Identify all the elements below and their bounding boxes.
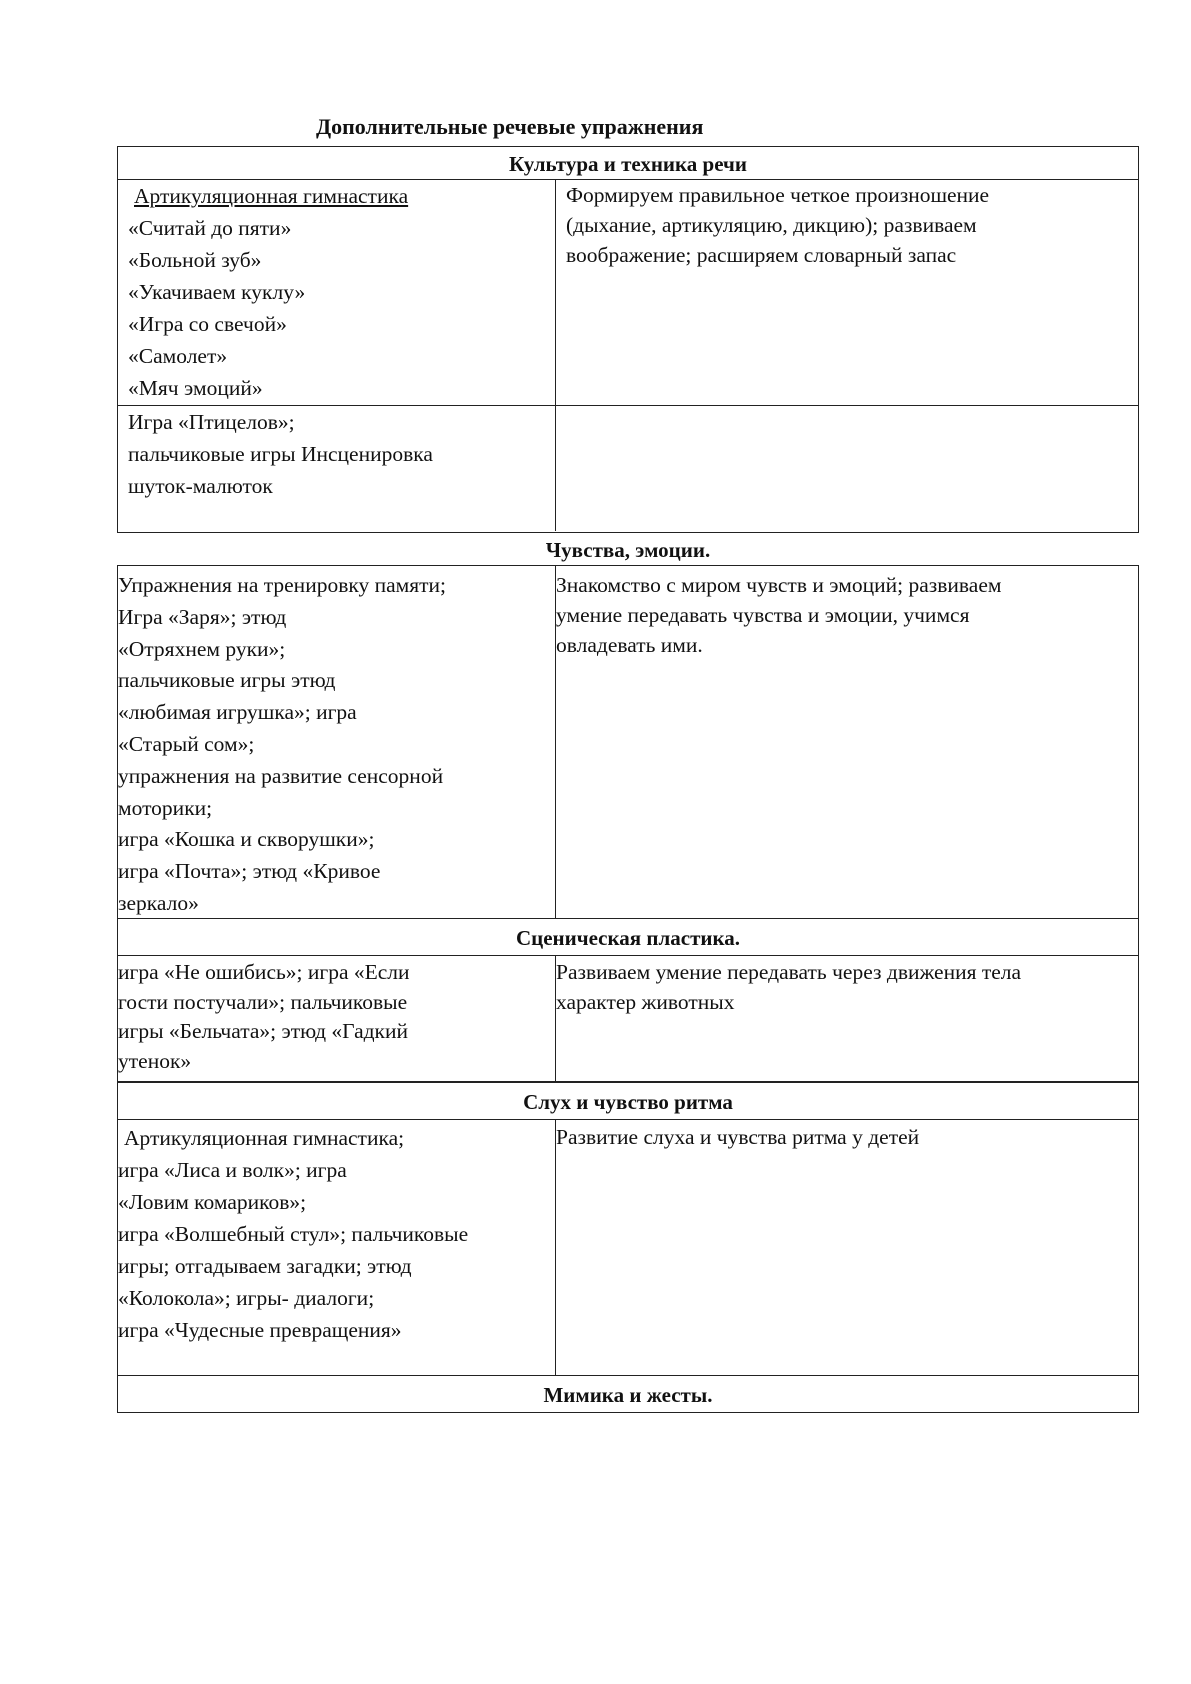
- section-heading: Сценическая пластика.: [515, 926, 741, 950]
- section-mimicry-gestures: Мимика и жесты.: [117, 1375, 1139, 1413]
- cell-line: Игра «Заря»; этюд: [118, 604, 287, 629]
- cell-line: «Отряхнем руки»;: [118, 636, 286, 661]
- cell-line: игра «Не ошибись»; игра «Если: [118, 960, 410, 984]
- cell-line: «Укачиваем куклу»: [128, 280, 306, 304]
- cell-line: «Игра со свечой»: [128, 312, 287, 336]
- cell-line: Игра «Птицелов»;: [128, 410, 295, 434]
- cell-line: игры «Бельчата»; этюд «Гадкий: [118, 1019, 409, 1043]
- section-speech-culture: [117, 146, 1139, 533]
- table-row: [118, 566, 1138, 918]
- cell-line: «Старый сом»;: [118, 731, 255, 756]
- cell-line: «Самолет»: [128, 344, 228, 368]
- cell-line: пальчиковые игры Инсценировка: [128, 442, 433, 466]
- cell-line: характер животных: [556, 989, 735, 1014]
- section-heading: Слух и чувство ритма: [523, 1090, 733, 1114]
- cell-line: игра «Лиса и волк»; игра: [118, 1158, 347, 1182]
- row-left-cell: [118, 406, 556, 531]
- row-left-cell: [118, 956, 556, 1081]
- cell-line: зеркало»: [118, 890, 199, 915]
- cell-line: шуток-малюток: [128, 474, 273, 498]
- section-heading: Культура и техника речи: [509, 152, 747, 176]
- cell-line: игра «Волшебный стул»; пальчиковые: [118, 1222, 469, 1246]
- row-right-cell: [556, 406, 1138, 531]
- row-right-cell: [556, 180, 1138, 405]
- cell-line: гости постучали»; пальчиковые: [118, 989, 408, 1014]
- cell-line: Артикуляционная гимнастика: [134, 184, 409, 208]
- table-row: [118, 405, 1138, 531]
- cell-line: умение передавать чувства и эмоции, учимся: [556, 603, 970, 627]
- cell-line: Упражнения на тренировку памяти;: [118, 573, 447, 597]
- cell-line: Развитие слуха и чувства ритма у детей: [556, 1125, 920, 1149]
- row-right-cell: [556, 1120, 1138, 1376]
- section-stage-plasticity: [117, 919, 1139, 1082]
- document-title: Дополнительные речевые упражнения: [316, 114, 704, 139]
- row-right-cell: [556, 566, 1138, 918]
- cell-line: Развиваем умение передавать через движения тела: [556, 960, 1022, 984]
- table-row: [118, 1119, 1138, 1376]
- cell-line: пальчиковые игры этюд: [118, 668, 336, 693]
- cell-line: игра «Кошка и скворушки»;: [118, 827, 375, 852]
- row-left-cell: [118, 566, 556, 918]
- cell-line: Артикуляционная гимнастика;: [124, 1126, 405, 1150]
- cell-line: Знакомство с миром чувств и эмоций; развиваем: [556, 573, 1002, 597]
- cell-line: «любимая игрушка»; игра: [118, 700, 357, 725]
- cell-line: «Больной зуб»: [128, 248, 262, 272]
- cell-line: Формируем правильное четкое произношение: [566, 183, 990, 207]
- cell-line: воображение; расширяем словарный запас: [566, 243, 957, 267]
- cell-line: «Колокола»; игры- диалоги;: [118, 1286, 375, 1310]
- cell-line: упражнения на развитие сенсорной: [118, 763, 444, 788]
- cell-line: моторики;: [118, 795, 213, 820]
- cell-line: игра «Чудесные превращения»: [118, 1318, 402, 1342]
- cell-line: утенок»: [118, 1048, 192, 1073]
- cell-line: овладевать ими.: [556, 633, 703, 657]
- section-feelings-table: [117, 565, 1139, 919]
- row-left-cell: [118, 180, 556, 405]
- row-left-cell: [118, 1120, 556, 1376]
- cell-line: (дыхание, артикуляцию, дикцию); развиваем: [566, 213, 977, 237]
- section-hearing-rhythm: [117, 1082, 1139, 1376]
- table-row: [118, 955, 1138, 1081]
- cell-line: «Считай до пяти»: [128, 216, 292, 240]
- cell-line: «Мяч эмоций»: [128, 376, 263, 400]
- cell-line: игра «Почта»; этюд «Кривое: [118, 859, 381, 884]
- row-right-cell: [556, 956, 1138, 1081]
- cell-line: игры; отгадываем загадки; этюд: [118, 1254, 412, 1278]
- cell-line: «Ловим комариков»;: [118, 1190, 307, 1214]
- section-heading-feelings: Чувства, эмоции.: [545, 538, 711, 562]
- table-row: [118, 179, 1138, 405]
